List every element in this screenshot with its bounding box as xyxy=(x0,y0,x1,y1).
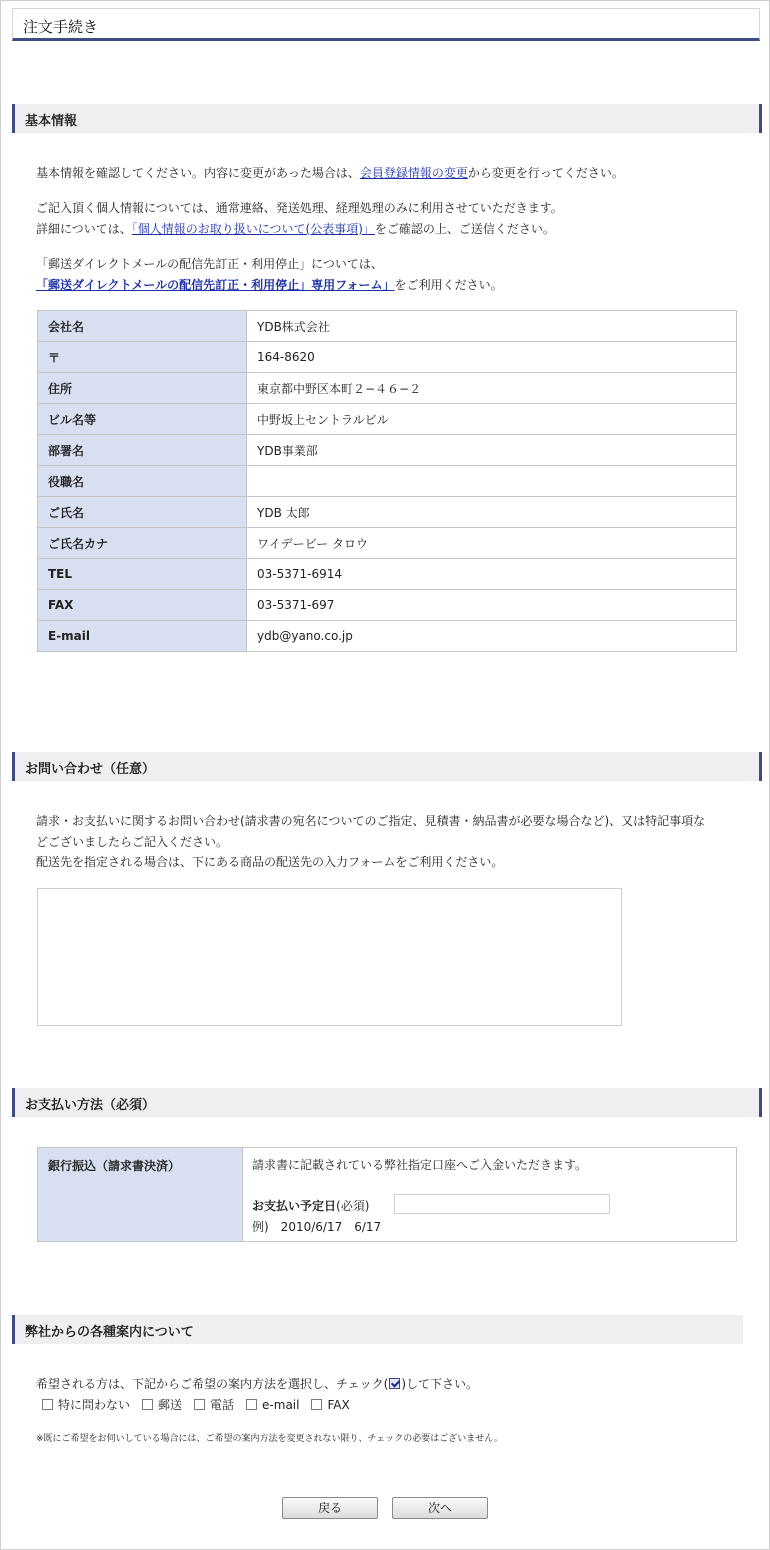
guide-option[interactable] xyxy=(42,1398,130,1412)
payment-date-label: お支払い予定日 xyxy=(252,1199,337,1213)
guide-option-label: 郵送 xyxy=(158,1398,183,1412)
info-row-value: ydb@yano.co.jp xyxy=(247,621,737,652)
basic-line-5-tail: をご利用ください。 xyxy=(394,278,503,292)
page-header xyxy=(12,8,760,41)
info-row xyxy=(38,590,737,621)
guide-options xyxy=(42,1395,362,1416)
payment-table xyxy=(37,1147,737,1242)
basic-line-2: ご記入頂く個人情報については、通常連絡、発送処理、経理処理のみに利用させていただきます。 xyxy=(36,201,563,215)
info-row xyxy=(38,342,737,373)
payment-date-example: 例) 2010/6/17 6/17 xyxy=(252,1220,382,1234)
info-row-label: TEL xyxy=(38,559,247,590)
basic-line-5 xyxy=(36,275,503,296)
payment-date-input[interactable] xyxy=(394,1194,610,1214)
guide-option-label: 電話 xyxy=(210,1398,235,1412)
guide-instruction-text: 希望される方は、下記からご希望の案内方法を選択し、チェック( xyxy=(36,1377,389,1391)
guide-option-checkbox[interactable] xyxy=(246,1399,257,1410)
info-row xyxy=(38,497,737,528)
basic-info-table xyxy=(37,310,737,652)
info-row-label: 住所 xyxy=(38,373,247,404)
inquiry-textarea[interactable] xyxy=(37,888,622,1026)
guide-option[interactable] xyxy=(311,1398,349,1412)
basic-line-3-text: 詳細については、 xyxy=(36,222,132,236)
info-row xyxy=(38,528,737,559)
section-title-basic: 基本情報 xyxy=(25,114,78,129)
inquiry-line-3: 配送先を指定される場合は、下にある商品の配送先の入力フォームをご利用ください。 xyxy=(36,855,504,869)
info-row xyxy=(38,311,737,342)
info-row-label: 〒 xyxy=(38,342,247,373)
info-row-value xyxy=(247,466,737,497)
section-title-payment: お支払い方法（必須） xyxy=(25,1098,156,1113)
guide-instruction-tail: )して下さい。 xyxy=(401,1377,479,1391)
info-row xyxy=(38,621,737,652)
info-row-value: 164-8620 xyxy=(247,342,737,373)
payment-date-label-row xyxy=(252,1197,369,1214)
guide-option-checkbox[interactable] xyxy=(42,1399,53,1410)
info-row-value: 中野坂上セントラルビル xyxy=(247,404,737,435)
basic-line-3 xyxy=(36,219,555,240)
info-row-value: YDB株式会社 xyxy=(247,311,737,342)
basic-line-3-tail: をご確認の上、ご送信ください。 xyxy=(374,222,555,236)
guide-option-label: 特に問わない xyxy=(58,1398,131,1412)
privacy-policy-link[interactable]: 「個人情報のお取り扱いについて(公表事項)」 xyxy=(131,222,375,236)
next-button[interactable]: 次へ xyxy=(392,1497,488,1519)
guide-instruction xyxy=(36,1374,478,1395)
basic-line-1-tail: から変更を行ってください。 xyxy=(467,166,624,180)
guide-option[interactable] xyxy=(246,1398,299,1412)
section-header-payment xyxy=(12,1088,762,1117)
basic-line-1 xyxy=(36,163,624,184)
info-row-value: 03-5371-6914 xyxy=(247,559,737,590)
inquiry-line-1: 請求・お支払いに関するお問い合わせ(請求書の宛名についてのご指定、見積書・納品書が必要な場合など)、又は特記事項な xyxy=(36,814,706,828)
basic-line-1-text: 基本情報を確認してください。内容に変更があった場合は、 xyxy=(36,166,360,180)
payment-method-cell xyxy=(38,1148,243,1241)
info-row-label: ご氏名カナ xyxy=(38,528,247,559)
guide-option-checkbox[interactable] xyxy=(142,1399,153,1410)
guide-option-checkbox[interactable] xyxy=(311,1399,322,1410)
section-header-guide xyxy=(12,1315,743,1344)
guide-option[interactable] xyxy=(142,1398,182,1412)
info-row-value: YDB 太郎 xyxy=(247,497,737,528)
info-row xyxy=(38,466,737,497)
info-row-value: ワイデービー タロウ xyxy=(247,528,737,559)
inquiry-line-2: どございましたらご記入ください。 xyxy=(36,835,229,849)
payment-date-required: (必須) xyxy=(336,1199,370,1213)
basic-line-4: 「郵送ダイレクトメールの配信先訂正・利用停止」については、 xyxy=(36,257,383,271)
info-row xyxy=(38,435,737,466)
page-title: 注文手続き xyxy=(23,18,99,36)
payment-description: 請求書に記載されている弊社指定口座へご入金いただきます。 xyxy=(252,1158,588,1172)
dm-form-link[interactable]: 「郵送ダイレクトメールの配信先訂正・利用停止」専用フォーム」 xyxy=(36,278,395,292)
info-row-label: 役職名 xyxy=(38,466,247,497)
section-header-basic xyxy=(12,104,762,133)
info-row-value: 東京都中野区本町２−４６−２ xyxy=(247,373,737,404)
guide-option-label: FAX xyxy=(327,1398,350,1412)
info-row-value: 03-5371-697 xyxy=(247,590,737,621)
info-row-label: 会社名 xyxy=(38,311,247,342)
info-row-label: ビル名等 xyxy=(38,404,247,435)
guide-option-label: e-mail xyxy=(262,1398,300,1412)
checked-checkbox-icon xyxy=(389,1378,400,1389)
info-row-label: 部署名 xyxy=(38,435,247,466)
section-title-inquiry: お問い合わせ（任意） xyxy=(25,762,156,777)
info-row xyxy=(38,373,737,404)
info-row-label: ご氏名 xyxy=(38,497,247,528)
guide-note: ※既にご希望をお伺いしている場合には、ご希望の案内方法を変更されない限り、チェックの必要はございません。 xyxy=(36,1434,503,1444)
member-info-change-link[interactable]: 会員登録情報の変更 xyxy=(359,166,468,180)
guide-option[interactable] xyxy=(194,1398,234,1412)
section-title-guide: 弊社からの各種案内について xyxy=(25,1325,194,1340)
payment-method-label: 銀行振込（請求書決済） xyxy=(48,1159,181,1173)
info-row-label: E-mail xyxy=(38,621,247,652)
info-row xyxy=(38,404,737,435)
info-row xyxy=(38,559,737,590)
back-button[interactable]: 戻る xyxy=(282,1497,378,1519)
section-header-inquiry xyxy=(12,752,762,781)
info-row-label: FAX xyxy=(38,590,247,621)
info-row-value: YDB事業部 xyxy=(247,435,737,466)
guide-option-checkbox[interactable] xyxy=(194,1399,205,1410)
